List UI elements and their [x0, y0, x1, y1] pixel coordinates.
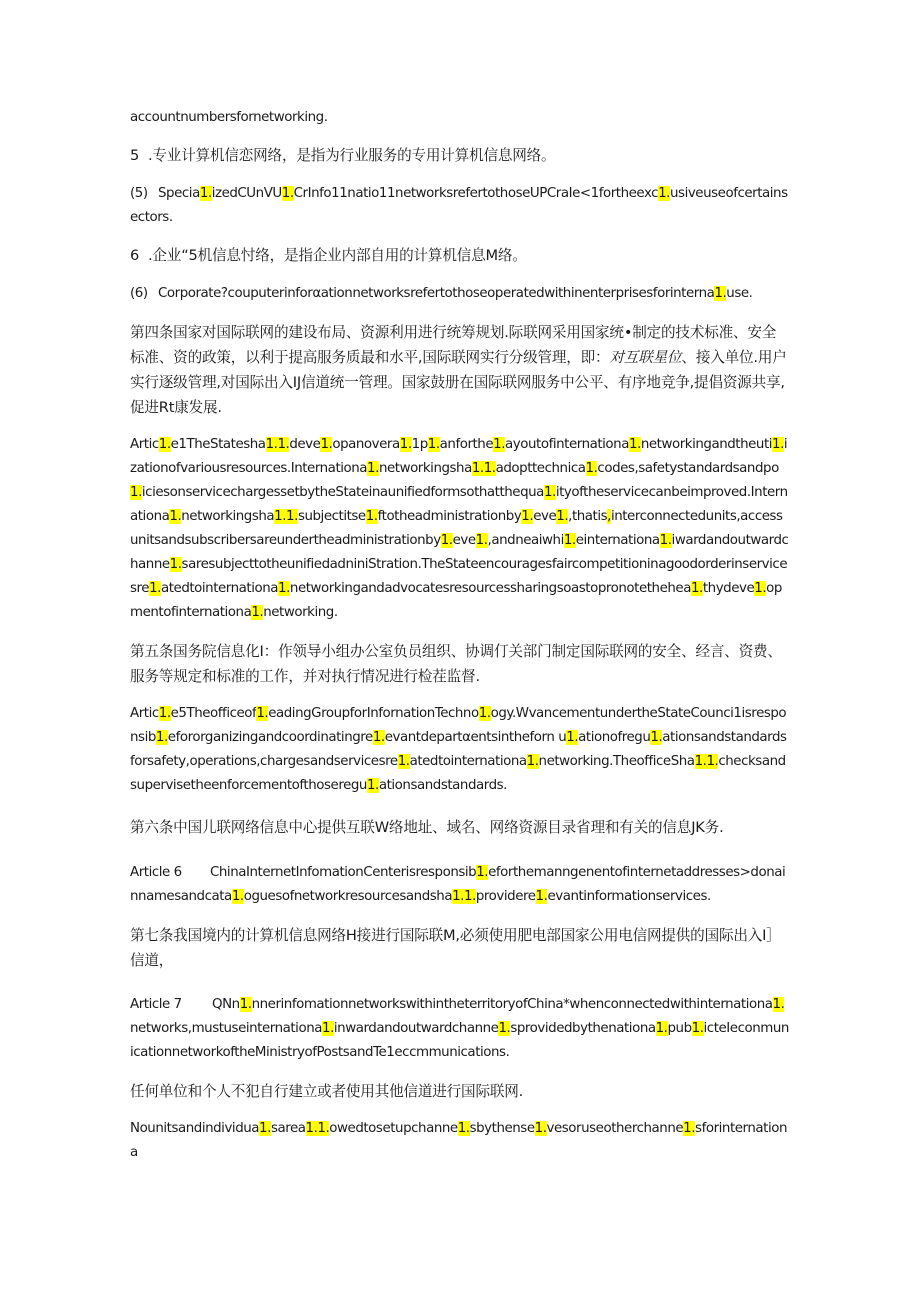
text-run: accountnumbersfornetworking.: [130, 110, 328, 125]
text-run: thydeve: [702, 581, 755, 596]
highlighted-text: 1.: [526, 754, 539, 769]
paragraph-article-4-zh: [130, 320, 790, 420]
highlighted-text: 1.1.: [265, 437, 290, 452]
paragraph-article-7-zh: [130, 923, 790, 973]
paragraph-article-7-en: [130, 993, 790, 1065]
text-run: ayoutofinternationa: [505, 437, 629, 452]
paragraph-item-6-zh: [130, 243, 790, 268]
highlighted-text: 1.: [322, 1021, 334, 1036]
text-run: sprovidedbythenationa: [510, 1021, 656, 1036]
text-run: networkingsha: [378, 461, 472, 476]
highlighted-text: 1.: [155, 730, 168, 745]
highlighted-text: 1.: [130, 485, 142, 500]
document-page: [130, 106, 790, 1165]
italic-text: 对互联星位: [609, 349, 682, 366]
highlighted-text: 1.: [199, 186, 212, 201]
text-run: CrInfo11natio11networksrefertothoseUPCraIe<1fortheexc: [293, 186, 659, 201]
text-run: icteIeconmunicationnetworkoftheMinistryofPostsandTe1eccmmunications.: [130, 1021, 789, 1060]
text-run: evantdepartαentsintheforn u: [384, 730, 567, 745]
text-run: inwardandoutwardchanne: [333, 1021, 499, 1036]
highlighted-text: 1.: [650, 730, 663, 745]
item-label: Article 7: [130, 997, 182, 1012]
highlighted-text: 1.1.: [452, 889, 476, 904]
highlighted-text: 1.: [365, 509, 378, 524]
highlighted-text: 1.: [475, 533, 488, 548]
text-run: Corporate?couputerinforαationnetworksrefertothoseoperatedwithinenterprisesforinterna: [158, 286, 715, 301]
text-run: izationofvariousresources.Internationa: [130, 437, 788, 476]
text-run: izedCUnVU: [211, 186, 282, 201]
text-run: eve: [452, 533, 476, 548]
text-run: ationsandstandardsforsafety,operations,chargesandservicesre: [130, 730, 787, 769]
paragraph-item-5-zh: [130, 143, 790, 168]
highlighted-text: 1.: [251, 605, 264, 620]
text-run: efororganizingandcoordinatingre: [167, 730, 373, 745]
text-run: einternationa: [575, 533, 660, 548]
text-run: networkingandadvocatesresourcessharingsoastopronotethehea: [289, 581, 691, 596]
text-run: atedtointernationa: [409, 754, 527, 769]
paragraph-no-units-en: [130, 1117, 790, 1165]
paragraph-account-numbers: [130, 106, 790, 130]
text-run: 第五条国务院信息化I：作领导小组办公室负员组织、协调仃关部门制定国际联网的安全、经言、资费、服务等规定和标准的工作，并对执行情况进行检茬监督.: [130, 643, 782, 685]
highlighted-text: 1.: [691, 1021, 704, 1036]
highlighted-text: 1.: [493, 437, 506, 452]
text-run: 第四条国家对国际联网的建设布局、资源利用进行统筹规划.际联网采用国家统•制定的技术标准、安全标准、资的政策，以利于提高服务质最和水平,国际联网实行分级管理，即：: [130, 324, 777, 366]
highlighted-text: 1.: [149, 581, 161, 596]
text-run: Artic: [130, 706, 159, 721]
paragraph-article-4-en: [130, 433, 790, 625]
text-run: ,andneaiwhi: [487, 533, 564, 548]
highlighted-text: 1.: [259, 1121, 271, 1136]
text-run: saresubjecttotheunifiedadniniStration.TheStateencouragesfaircompetitioninagoodorderinservicesre: [130, 557, 788, 596]
text-run: 第六条中国儿联网络信息中心提供互联W络地址、域名、网络资源目录省理和有关的信息JK务.: [130, 819, 724, 836]
text-run: opmentofinternationa: [130, 581, 782, 620]
text-run: evantinformationservices.: [547, 889, 711, 904]
highlighted-text: 1.: [281, 186, 294, 201]
highlighted-text: 1.: [521, 509, 534, 524]
highlighted-text: 1.: [476, 865, 489, 880]
highlighted-text: 1.: [239, 997, 252, 1012]
highlighted-text: 1.: [714, 286, 727, 301]
highlighted-text: 1.: [397, 754, 410, 769]
text-run: sarea: [270, 1121, 306, 1136]
text-run: 6 .企业“5机信息忖络，是指企业内部自用的计算机信息M络。: [130, 247, 527, 264]
highlighted-text: 1.: [278, 581, 290, 596]
highlighted-text: 1.: [478, 706, 491, 721]
text-run: iciesonservicechargessetbytheStateinaunifiedformsothatthequa: [141, 485, 544, 500]
highlighted-text: 1.: [534, 1121, 547, 1136]
highlighted-text: 1.: [498, 1021, 511, 1036]
highlighted-text: 1.: [366, 778, 379, 793]
highlighted-text: 1.: [372, 730, 385, 745]
text-run: networking.: [263, 605, 338, 620]
highlighted-text: 1.: [399, 437, 412, 452]
paragraph-no-units-zh: [130, 1079, 790, 1104]
text-run: networking.TheofficeSha: [538, 754, 695, 769]
text-run: ationsandstandards.: [378, 778, 507, 793]
text-run: owedtosetupchanne: [329, 1121, 458, 1136]
text-run: pub: [667, 1021, 692, 1036]
paragraph-article-6-en: [130, 861, 790, 909]
text-run: ityoftheservicecanbeimproved.Internationa: [130, 485, 788, 524]
paragraph-article-6-zh: [130, 815, 790, 840]
text-run: eadingGroupforInfornationTechno: [268, 706, 479, 721]
text-run: use.: [726, 286, 753, 301]
highlighted-text: 1.: [427, 437, 440, 452]
highlighted-text: 1.1.: [694, 754, 719, 769]
text-run: deve: [289, 437, 321, 452]
text-run: codes,safetystandardsandpo: [597, 461, 779, 476]
text-run: opanovera: [332, 437, 400, 452]
text-run: interconnectedunits,accessunitsandsubscribersareundertheadministrationby: [130, 509, 783, 548]
text-run: nnerinfomationnetworkswithintheterritoryofChina*whenconnectedwithinternationa: [251, 997, 773, 1012]
highlighted-text: 1.: [655, 1021, 668, 1036]
text-run: 第七条我国境内的计算机信息网络H接进行国际联M,必须使用肥电部国家公用电信网提供的国际出入I］信道，: [130, 927, 781, 969]
text-run: anforthe: [439, 437, 494, 452]
highlighted-text: 1.: [169, 509, 182, 524]
highlighted-text: 1.: [169, 557, 182, 572]
highlighted-text: 1.: [256, 706, 269, 721]
text-run: ,thatis: [568, 509, 608, 524]
paragraph-item-5-en: [130, 182, 790, 230]
paragraph-article-5-zh: [130, 639, 790, 689]
text-run: usiveuseofcertainsectors.: [130, 186, 788, 225]
text-run: networks,mustuseinternationa: [130, 1021, 322, 1036]
text-run: oguesofnetworkresourcesandsha: [243, 889, 453, 904]
highlighted-text: 1.: [457, 1121, 470, 1136]
highlighted-text: 1.: [690, 581, 703, 596]
text-run: eforthemanngenentofinternetaddresses>donainnamesandcata: [130, 865, 786, 904]
highlighted-text: 1.: [658, 186, 670, 201]
text-run: QNn: [212, 997, 240, 1012]
text-run: adopttechnica: [495, 461, 586, 476]
text-run: 任何单位和个人不犯自行建立或者使用其他信道进行国际联网.: [130, 1083, 524, 1100]
text-run: ationofregu: [578, 730, 651, 745]
paragraph-article-5-en: [130, 702, 790, 798]
text-run: sforinternationa: [130, 1121, 787, 1160]
text-run: 、接入单位.用户实行逐级管理,对国际出入IJ信道统一管理。国家鼓册在国际联网服务中公平、有序地竞争,提倡资源共享,促进Rt康发展.: [130, 349, 787, 416]
highlighted-text: 1.1.: [471, 461, 496, 476]
text-run: iwardandoutwardchanne: [130, 533, 789, 572]
highlighted-text: 1.: [683, 1121, 696, 1136]
highlighted-text: 1.1.: [305, 1121, 330, 1136]
highlighted-text: 1.: [772, 437, 784, 452]
text-run: e1TheStatesha: [170, 437, 266, 452]
highlighted-text: 1.: [543, 485, 556, 500]
text-run: Nounitsandindividua: [130, 1121, 260, 1136]
text-run: Artic: [130, 437, 159, 452]
highlighted-text: 1.: [772, 997, 785, 1012]
highlighted-text: 1.1.: [274, 509, 298, 524]
text-run: sbythense: [469, 1121, 535, 1136]
highlighted-text: 1.: [585, 461, 598, 476]
text-run: networkingandtheuti: [640, 437, 773, 452]
highlighted-text: 1.: [659, 533, 672, 548]
text-run: 1p: [411, 437, 428, 452]
highlighted-text: 1.: [440, 533, 453, 548]
highlighted-text: 1.: [566, 730, 579, 745]
highlighted-text: ,: [607, 509, 611, 524]
text-run: ogy.WvancementundertheStateCounci1isresponsib: [130, 706, 787, 745]
highlighted-text: 1.: [556, 509, 569, 524]
paragraph-item-6-en: [130, 282, 790, 306]
text-run: 5 .专业计算机信恋网络，是指为行业服务的专用计算机信息网络。: [130, 147, 556, 164]
highlighted-text: 1.: [320, 437, 333, 452]
text-run: providere: [475, 889, 536, 904]
item-label: (6): [130, 286, 148, 301]
highlighted-text: 1.: [158, 437, 171, 452]
item-label: (5): [130, 186, 148, 201]
text-run: eve: [533, 509, 557, 524]
item-label: Article 6: [130, 865, 182, 880]
highlighted-text: 1.: [628, 437, 641, 452]
text-run: e5Theofficeof: [170, 706, 257, 721]
highlighted-text: 1.: [754, 581, 767, 596]
text-run: Specia: [158, 186, 200, 201]
highlighted-text: 1.: [231, 889, 244, 904]
text-run: ChinaInternetInfomationCenterisresponsib: [210, 865, 477, 880]
text-run: networkingsha: [181, 509, 275, 524]
highlighted-text: 1.: [535, 889, 548, 904]
text-run: checksandsupervisetheenforcementofthoseregu: [130, 754, 786, 793]
text-run: ftotheadministrationby: [377, 509, 522, 524]
highlighted-text: 1.: [158, 706, 171, 721]
text-run: subjectitse: [297, 509, 366, 524]
highlighted-text: 1.: [563, 533, 576, 548]
text-run: vesoruseotherchanne: [546, 1121, 684, 1136]
highlighted-text: 1.: [367, 461, 379, 476]
text-run: atedtointernationa: [160, 581, 279, 596]
